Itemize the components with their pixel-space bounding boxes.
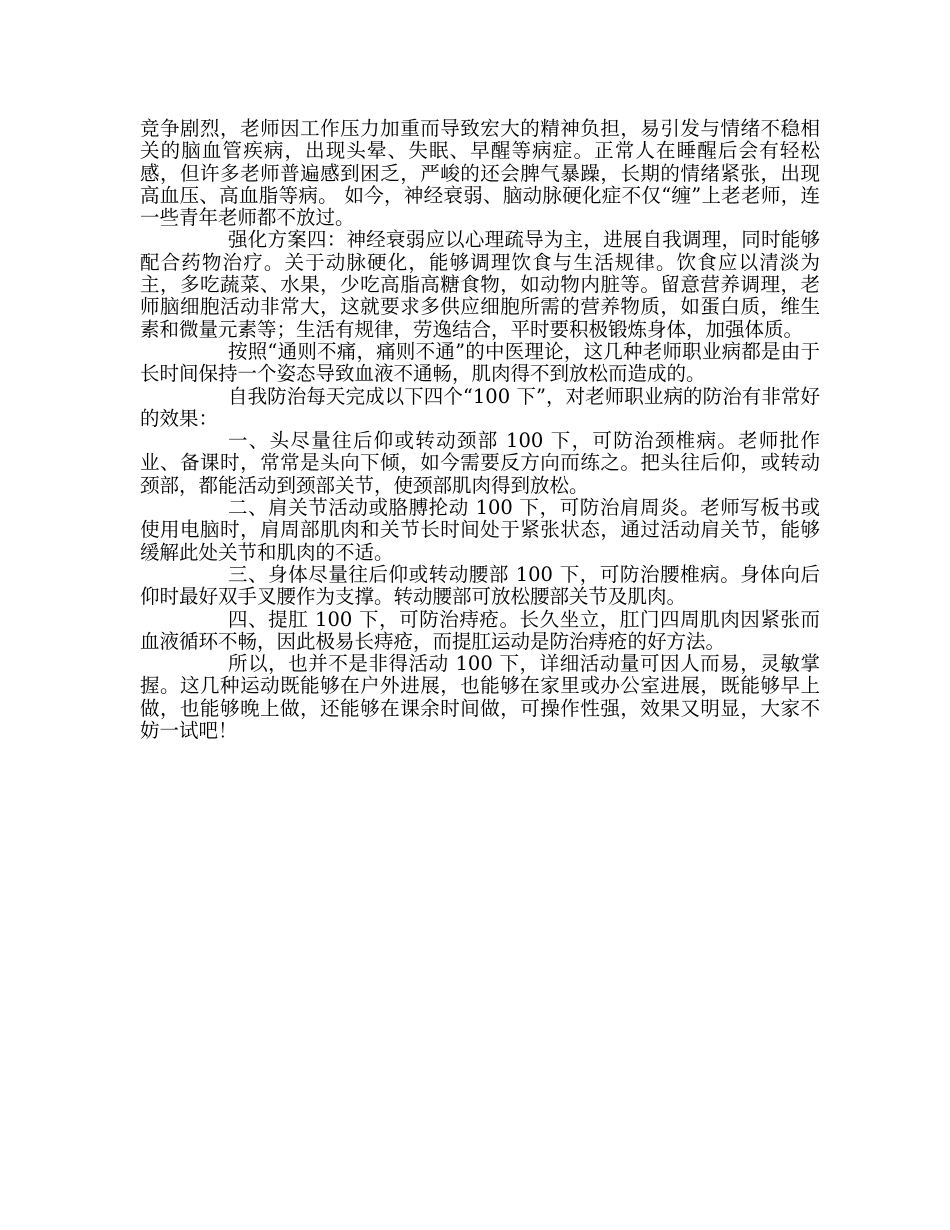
paragraph-item-two-shoulder: 二、肩关节活动或胳膊抡动 100 下，可防治肩周炎。老师写板书或使用电脑时，肩周部肌肉和关节长时间处于紧张状态，通过活动肩关节，能够缓解此处关节和肌肉的不适。 (140, 496, 820, 564)
paragraph-four-hundred-intro: 自我防治每天完成以下四个“100 下”，对老师职业病的防治有非常好的效果： (140, 384, 820, 430)
paragraph-continuation: 竞争剧烈，老师因工作压力加重而导致宏大的精神负担，易引发与情绪不稳相关的脑血管疾病，出现头晕、失眠、早醒等病症。正常人在睡醒后会有轻松感，但许多老师普遍感到困乏，严峻的还会脾气暴躁，长期的情绪紧张，出现高血压、高血脂等病。 如今，神经衰弱、脑动脉硬化症不仅“缠”上老老师，连一些青年老师都不放过。 (140, 117, 820, 230)
paragraph-conclusion: 所以，也并不是非得活动 100 下，详细活动量可因人而易，灵敏掌握。这几种运动既能够在户外进展，也能够在家里或办公室进展，既能够早上做，也能够晚上做，还能够在课余时间做，可操作性强，效果又明显，大家不妨一试吧！ (140, 652, 820, 743)
paragraph-item-four-anus: 四、提肛 100 下，可防治痔疮。长久坐立，肛门四周肌肉因紧张而血液循环不畅，因此极易长痔疮，而提肛运动是防治痔疮的好方法。 (140, 607, 820, 653)
paragraph-item-one-neck: 一、头尽量往后仰或转动颈部 100 下，可防治颈椎病。老师批作业、备课时，常常是头向下倾，如今需要反方向而练之。把头往后仰，或转动颈部，都能活动到颈部关节，使颈部肌肉得到放松。 (140, 429, 820, 497)
paragraph-plan-four: 强化方案四：神经衰弱应以心理疏导为主，进展自我调理，同时能够配合药物治疗。关于动脉硬化，能够调理饮食与生活规律。饮食应以清淡为主，多吃蔬菜、水果，少吃高脂高糖食物，如动物内脏等。留意营养调理，老师脑细胞活动非常大，这就要求多供应细胞所需的营养物质，如蛋白质，维生素和微量元素等；生活有规律，劳逸结合，平时要积极锻炼身体，加强体质。 (140, 228, 820, 341)
paragraph-tcm-theory: 按照“通则不痛，痛则不通”的中医理论，这几种老师职业病都是由于长时间保持一个姿态导致血液不通畅，肌肉得不到放松而造成的。 (140, 339, 820, 386)
document-body (140, 118, 820, 742)
paragraph-item-three-waist: 三、身体尽量往后仰或转动腰部 100 下，可防治腰椎病。身体向后仰时最好双手叉腰作为支撑。转动腰部可放松腰部关节及肌肉。 (140, 562, 820, 609)
